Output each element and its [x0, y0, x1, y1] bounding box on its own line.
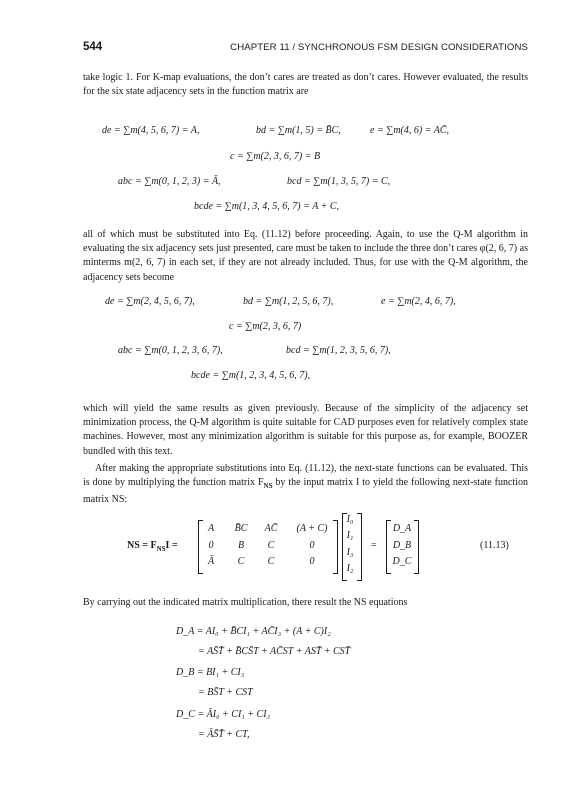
paragraph-4: After making the appropriate substitutions into Eq. (11.12), the next-state functions can be evaluated. This is done by multiplying the function matrix $F_{NS}$ by the input matrix I to yield the following next-state function matrix NS: [83, 463, 528, 506]
fm-r2c3: C [267, 540, 275, 551]
eq2-bd: bd = ∑m(1, 2, 5, 6, 7), [243, 296, 334, 307]
paragraph-5: By carrying out the indicated matrix multiplication, there result the NS equations [83, 597, 408, 608]
input-i3: I₃ [346, 547, 354, 558]
input-i1: I₁ [346, 530, 354, 541]
fm-r3c2: C [237, 556, 245, 567]
output-db: D_B [392, 540, 412, 551]
page-number: 544 [83, 41, 103, 53]
fm-r2c4: 0 [309, 540, 315, 551]
eq2-bcd: bcd = ∑m(1, 2, 3, 5, 6, 7), [286, 345, 391, 356]
fm-r1c2: B̄C [234, 523, 248, 534]
eq2-c: c = ∑m(2, 3, 6, 7) [229, 321, 302, 332]
paragraph-2: all of which must be substituted into Eq. (11.12) before proceeding. Again, to use the Q-M algorithm in evaluating the six adjacency sets just presented, care must be taken to include the three don’t cares φ(2, 6, 7) as minterms m(2, 6, 7) in each set, if they are not already included. Thus, for use with the Q-M algorithm, the adjacency sets become [83, 229, 528, 283]
fm-r3c3: C [267, 556, 275, 567]
fm-r3c4: 0 [309, 556, 315, 567]
paragraph-1: take logic 1. For K-map evaluations, the don’t cares are treated as don’t cares. However evaluated, the results for the six state adjacency sets in the function matrix are [83, 72, 528, 98]
output-dc: D_C [392, 556, 412, 567]
fm-r2c1: 0 [208, 540, 214, 551]
eq2-de: de = ∑m(2, 4, 5, 6, 7), [105, 296, 195, 307]
eq-bcde: bcde = ∑m(1, 3, 4, 5, 6, 7) = A + C, [194, 201, 340, 212]
equation-number: (11.13) [480, 540, 509, 551]
eq2-e: e = ∑m(2, 4, 6, 7), [381, 296, 456, 307]
ns-matrix-right-bracket [414, 520, 419, 574]
eq-bd: bd = ∑m(1, 5) = B̄C, [256, 125, 341, 136]
fm-r1c1: A [207, 523, 215, 534]
eq-bcd: bcd = ∑m(1, 3, 5, 7) = C, [287, 176, 391, 187]
eq-e: e = ∑m(4, 6) = AC̄, [370, 125, 450, 136]
running-title: CHAPTER 11 / SYNCHRONOUS FSM DESIGN CONSIDERATIONS [230, 42, 528, 53]
fm-r3c1: Ā [207, 556, 215, 567]
page-header [83, 41, 528, 55]
function-matrix-right-bracket [333, 520, 338, 574]
input-matrix-right-bracket [357, 513, 362, 581]
fm-r1c3: AC̄ [264, 523, 278, 534]
eq2-abc: abc = ∑m(0, 1, 2, 3, 6, 7), [118, 345, 223, 356]
input-i2: I₂ [346, 563, 354, 574]
fm-r1c4: (A + C) [296, 523, 328, 534]
eq2-bcde: bcde = ∑m(1, 2, 3, 4, 5, 6, 7), [191, 370, 311, 381]
fm-r2c2: B [237, 540, 245, 551]
ns-matrix-label: NS = $F_{NS}I$ = [127, 540, 178, 553]
eq-abc: abc = ∑m(0, 1, 2, 3) = Ā, [118, 176, 221, 187]
output-da: D_A [392, 523, 412, 534]
equals-sign: = [371, 540, 377, 551]
eq-c: c = ∑m(2, 3, 6, 7) = B [230, 151, 321, 162]
paragraph-3: which will yield the same results as given previously. Because of the simplicity of the adjacency set minimization process, the Q-M algorithm is quite suitable for CAD purposes even for relatively complex state machines. However, most any minimization algorithm is suitable for this purpose as, for example, BOOZER bundled with this text. [83, 403, 528, 457]
input-i0: I₀ [346, 514, 354, 525]
eq-de: de = ∑m(4, 5, 6, 7) = A, [102, 125, 200, 136]
